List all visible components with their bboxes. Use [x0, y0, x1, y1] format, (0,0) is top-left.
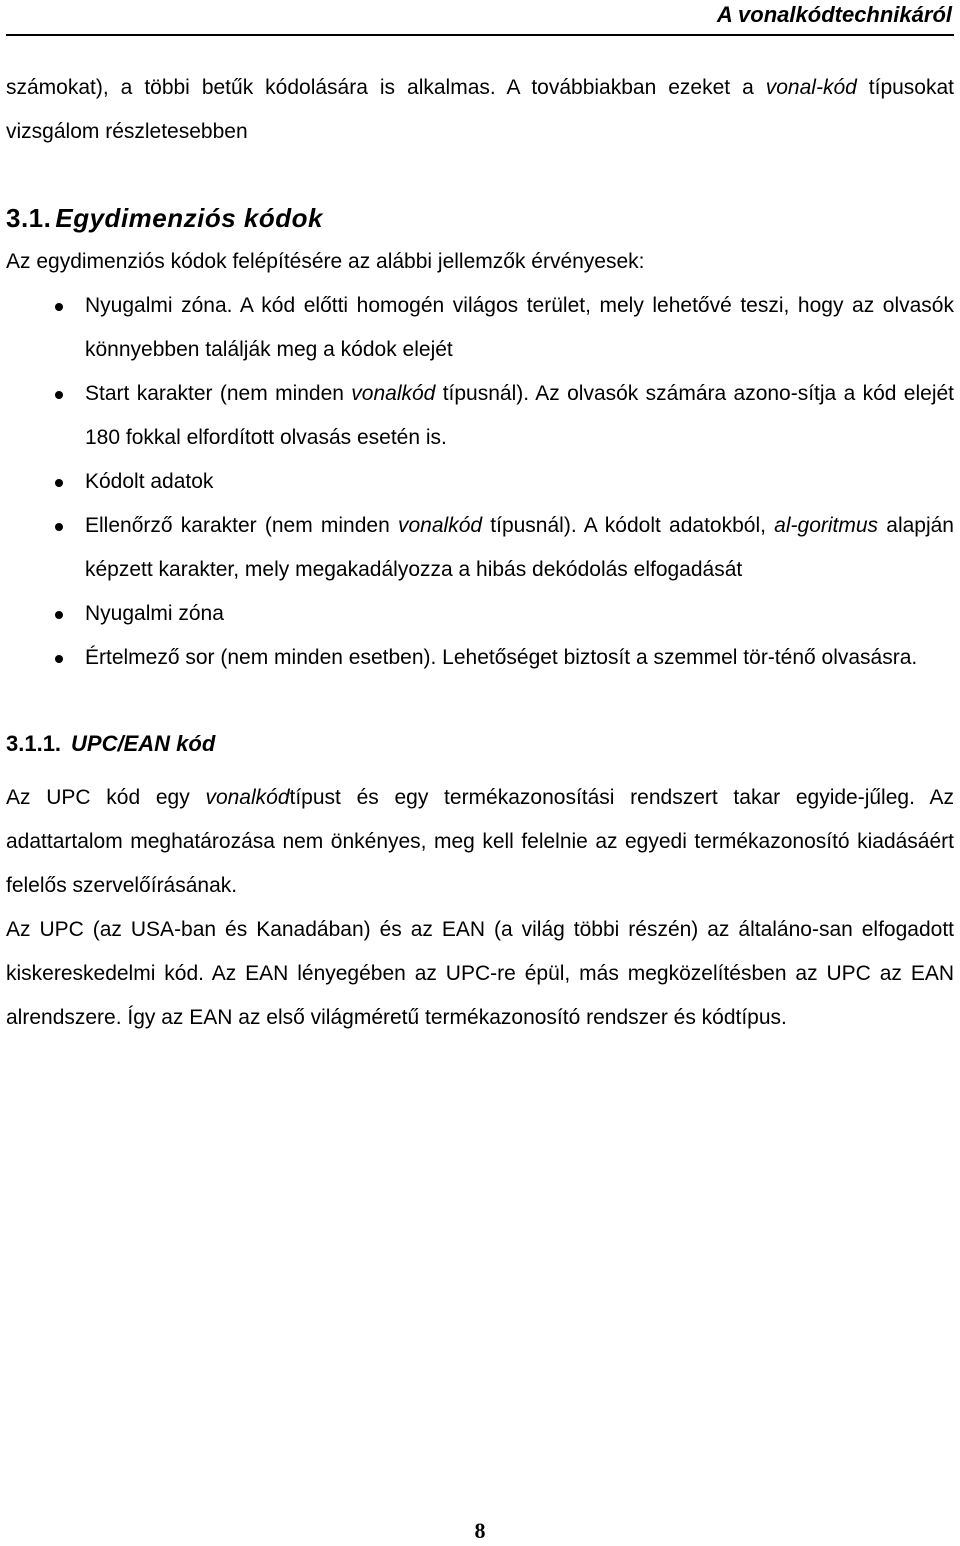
- list-item-text: Értelmező sor (nem minden esetben). Lehetőséget biztosít a szemmel tör-ténő olvasásra.: [85, 646, 918, 669]
- list-item: [6, 504, 954, 592]
- list-item-emphasis: vonalkód: [351, 382, 436, 405]
- bullet-icon: [55, 303, 63, 311]
- subsection-title: UPC/EAN kód: [71, 731, 216, 756]
- paragraph-text: Az UPC kód egy: [6, 786, 206, 809]
- list-item-text: Nyugalmi zóna. A kód előtti homogén világos terület, mely lehetővé teszi, hogy az olvasók könnyebben találják meg a kódok elejét: [85, 294, 954, 361]
- list-item-emphasis: vonalkód: [398, 514, 483, 537]
- intro-text-2: típusokat vizsgálom részletesebben: [6, 76, 955, 143]
- bullet-icon: [55, 611, 63, 619]
- subsection-heading: [6, 722, 954, 766]
- list-item: [6, 372, 954, 460]
- section-lead: Az egydimenziós kódok felépítésére az alábbi jellemzők érvényesek:: [6, 250, 645, 273]
- list-item: [6, 636, 954, 680]
- bullet-icon: [55, 523, 63, 531]
- page-content: [6, 66, 954, 1040]
- list-item: [6, 460, 954, 504]
- intro-text-1: számokat), a többi betűk kódolására is alkalmas. A továbbiakban ezeket a: [6, 76, 766, 99]
- intro-paragraph: [6, 66, 954, 154]
- subsection-number: 3.1.1.: [6, 731, 62, 756]
- paragraph-emphasis: vonalkód: [205, 786, 290, 809]
- section-title: Egydimenziós kódok: [55, 203, 323, 233]
- list-item: [6, 284, 954, 372]
- section-heading: [6, 196, 954, 240]
- list-item-text: Ellenőrző karakter (nem minden: [85, 514, 398, 537]
- list-item-text: alapján képzett karakter, mely megakadályozza a hibás dekódolás elfogadását: [85, 514, 954, 581]
- paragraph-text: típust és egy termékazonosítási rendszert takar egyide-jűleg. Az adattartalom meghatározása nem önkényes, meg kell felelnie az egyedi termékazonosító kiadásáért felelős szervelőírásának.: [6, 786, 954, 897]
- section-number: 3.1.: [6, 203, 52, 233]
- feature-list: [6, 284, 954, 680]
- body-paragraph: [6, 776, 954, 908]
- list-item-text: Nyugalmi zóna: [85, 602, 224, 625]
- list-item-emphasis: al-goritmus: [774, 514, 879, 537]
- running-title: A vonalkódtechnikáról: [716, 2, 952, 27]
- intro-emphasis: vonal-kód: [765, 76, 857, 99]
- list-item-text: Kódolt adatok: [85, 470, 214, 493]
- body-paragraph: Az UPC (az USA-ban és Kanadában) és az EAN (a világ többi részén) az általáno-san elfogadott kiskereskedelmi kód. Az EAN lényegében az UPC-re épül, más megközelítésben az UPC az EAN alrendszere. Így az EAN az első világméretű termékazonosító rendszer és kódtípus.: [6, 918, 954, 1029]
- page-number: 8: [474, 1518, 486, 1543]
- list-item-text: Start karakter (nem minden: [85, 382, 352, 405]
- bullet-icon: [55, 655, 63, 663]
- bullet-icon: [55, 391, 63, 399]
- list-item: [6, 592, 954, 636]
- list-item-text: típusnál). Az olvasók számára azono-sítja a kód elejét 180 fokkal elfordított olvasás esetén is.: [85, 382, 954, 449]
- bullet-icon: [55, 479, 63, 487]
- page-header: [6, 0, 954, 36]
- list-item-text: típusnál). A kódolt adatokból,: [482, 514, 775, 537]
